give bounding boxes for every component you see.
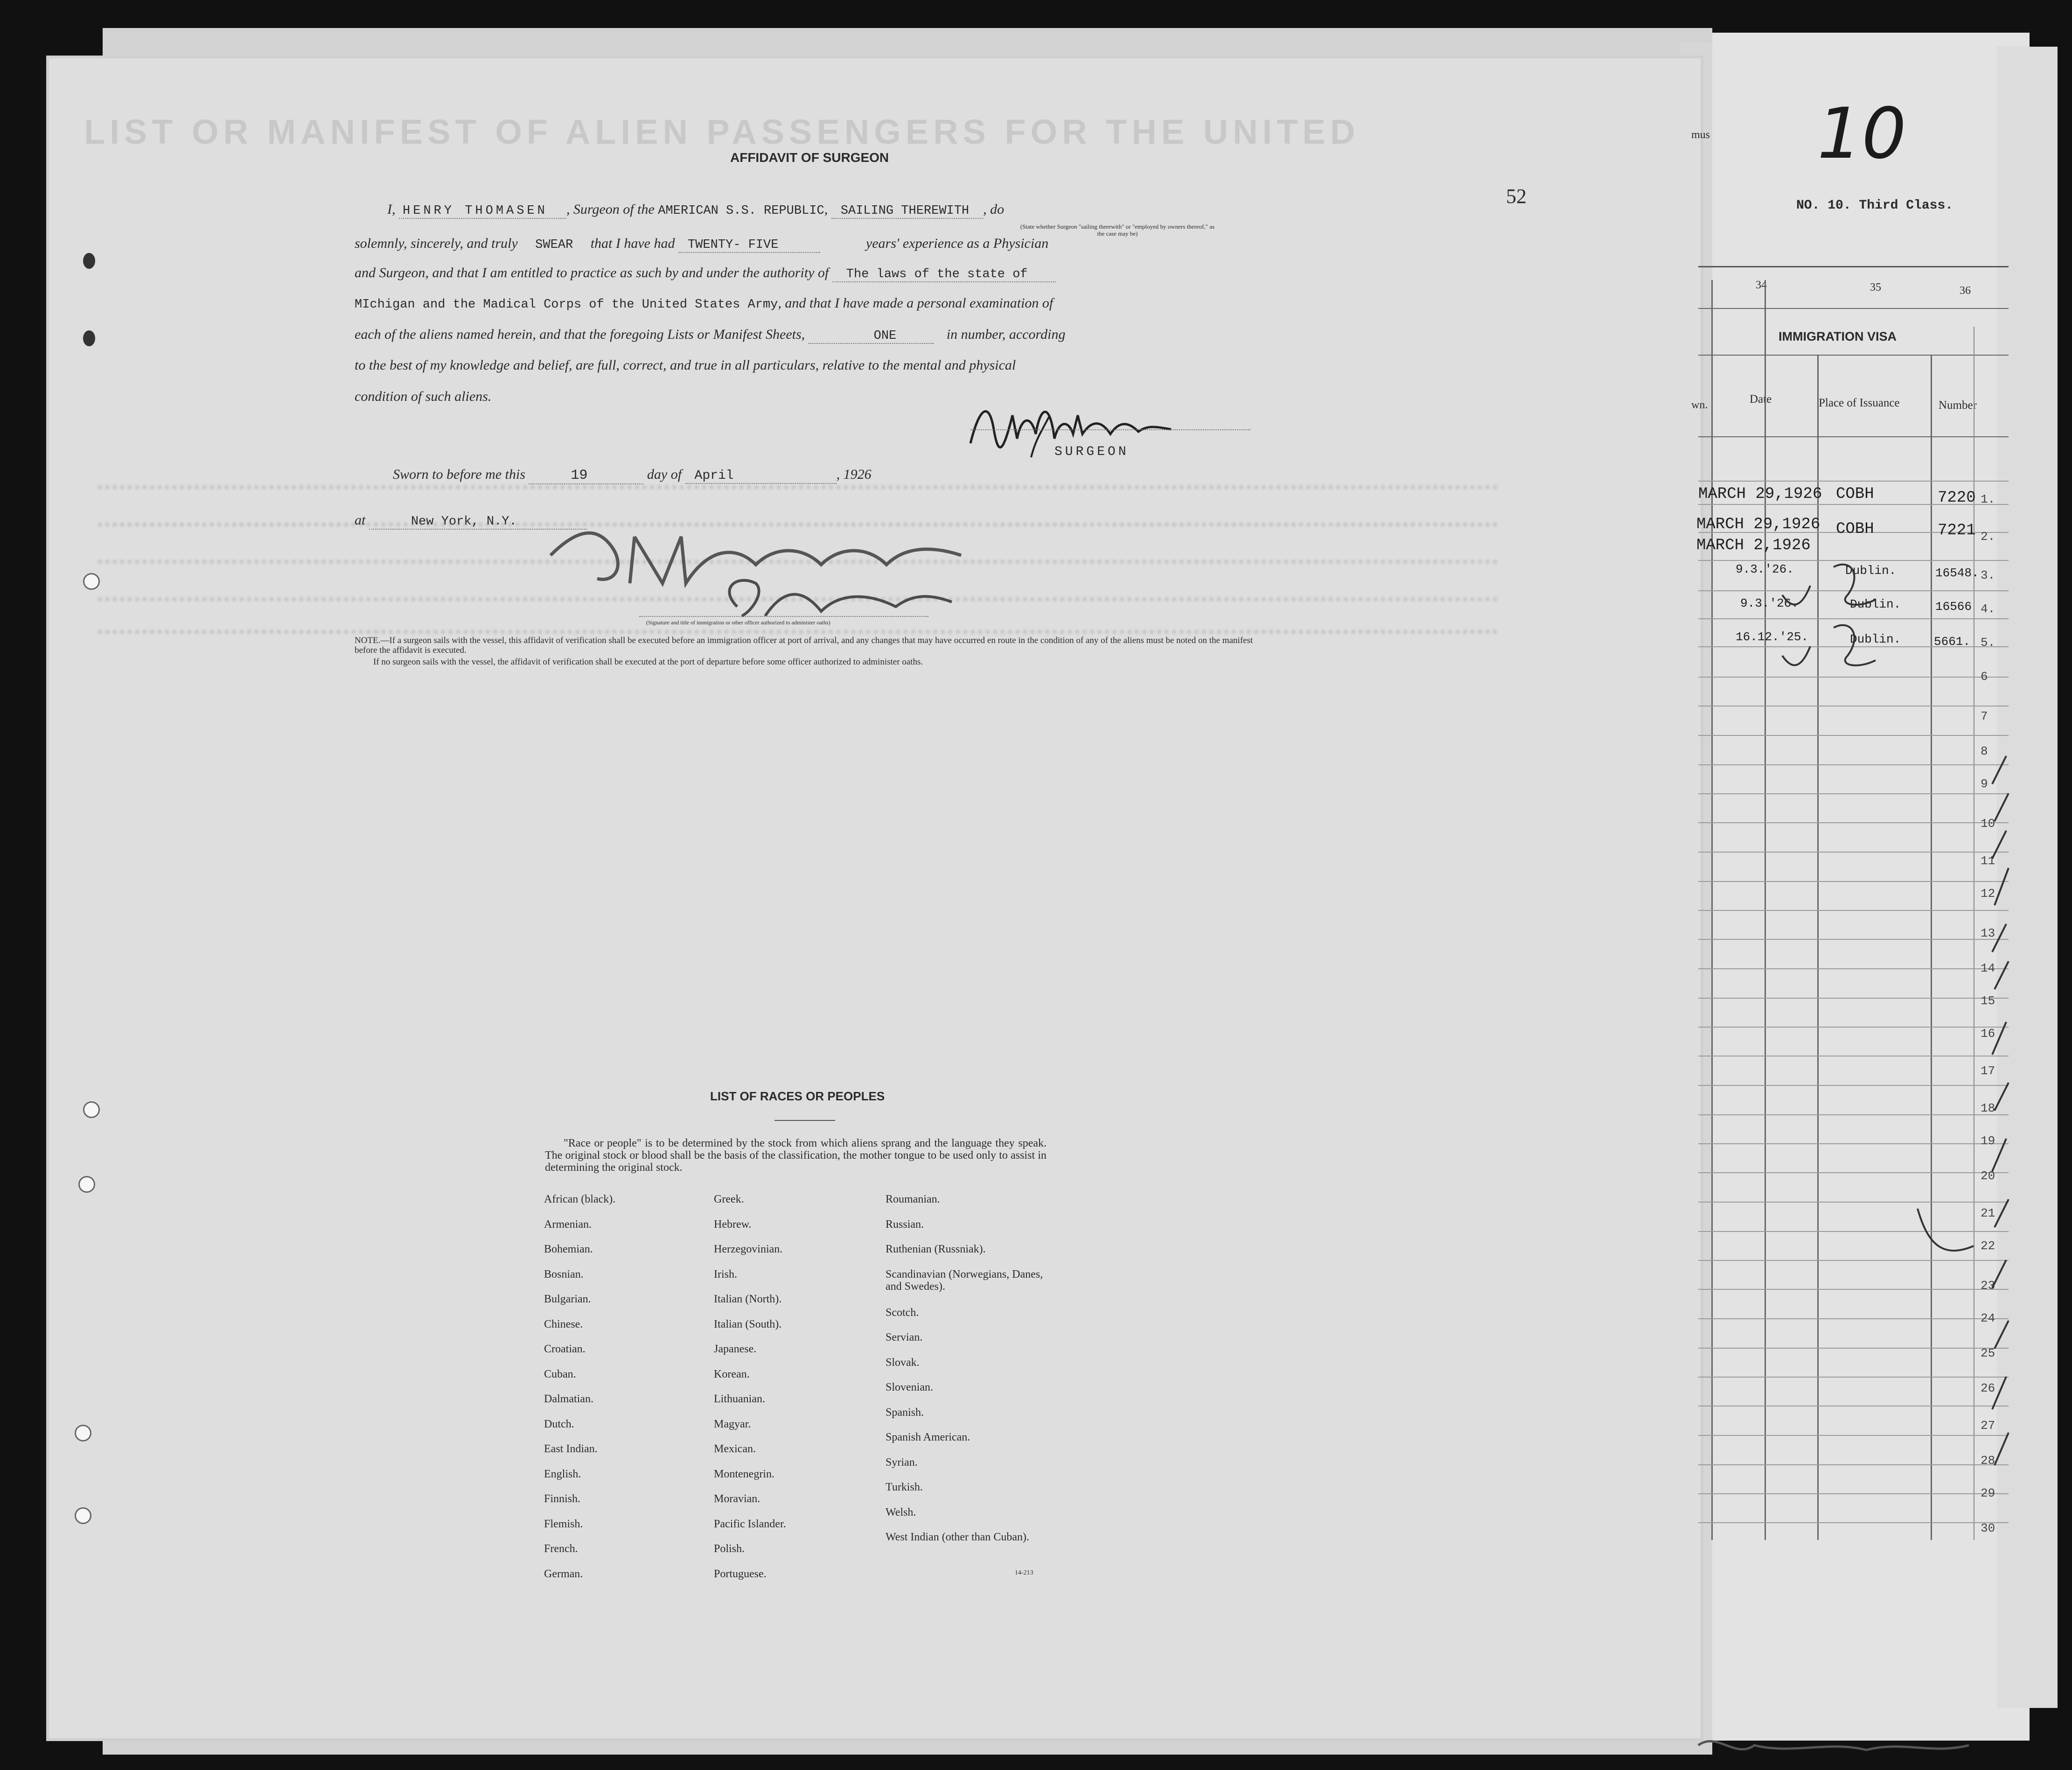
race-item: Bosnian. — [544, 1268, 584, 1280]
race-item: Scandinavian (Norwegians, Danes, and Swedes). — [886, 1268, 1043, 1293]
race-item: Hebrew. — [714, 1218, 752, 1231]
race-item: Bulgarian. — [544, 1293, 591, 1305]
races-column-3 — [886, 1193, 1046, 1559]
row-number: 3. — [1981, 568, 1995, 582]
visa-place: Dublin. — [1845, 564, 1897, 578]
races-intro: "Race or people" is to be determined by the stock from which aliens sprang and the language they speak. The original stock or blood shall be the basis of the classification, the mother tongue to be used only to assist in determining the original stock. — [545, 1137, 1046, 1174]
at-label: at — [355, 512, 366, 528]
row-number: 30 — [1981, 1521, 1995, 1535]
surgeon-name: HENRY THOMASEN — [399, 204, 566, 219]
race-item: Slovak. — [886, 1356, 920, 1369]
race-item: Finnish. — [544, 1493, 581, 1505]
row-number: 4. — [1981, 602, 1995, 616]
race-item: Bohemian. — [544, 1243, 593, 1255]
row-number: 29 — [1981, 1486, 1995, 1500]
row-number: 26 — [1981, 1381, 1995, 1395]
affidavit-text: I, — [387, 202, 396, 217]
row-number: 16 — [1981, 1027, 1995, 1041]
visa-place: COBH — [1836, 520, 1874, 538]
affidavit-text: , Surgeon of the — [566, 202, 655, 217]
race-item: Lithuanian. — [714, 1393, 765, 1405]
table-rule — [1698, 355, 2009, 356]
race-item: Dalmatian. — [544, 1393, 593, 1405]
affidavit-title: AFFIDAVIT OF SURGEON — [730, 150, 889, 165]
visa-date: MARCH 29,1926 — [1698, 485, 1822, 503]
row-number: 9 — [1981, 777, 1988, 791]
race-item: East Indian. — [544, 1443, 598, 1455]
table-rule — [1698, 436, 2009, 437]
binder-hole — [83, 253, 95, 269]
row-number: 2. — [1981, 530, 1995, 544]
race-item: English. — [544, 1468, 581, 1480]
officer-caption: (Signature and title of immigration or other officer authorized to administer oaths) — [646, 619, 830, 626]
row-number: 20 — [1981, 1169, 1995, 1183]
punch-hole — [83, 1101, 100, 1118]
races-title: LIST OF RACES OR PEOPLES — [710, 1089, 885, 1103]
table-rule — [1698, 308, 2009, 309]
visa-date: 16.12.'25. — [1736, 630, 1809, 644]
race-item: Japanese. — [714, 1343, 757, 1355]
affidavit-note-1: NOTE.—If a surgeon sails with the vessel, this affidavit of verification shall be executed before an immigration officer at port of arrival, and any changes that may have occurred en route in the condition of any of the aliens must be noted on the manifest before the affidavit is executed. — [355, 636, 1253, 655]
affidavit-text: that I have had — [590, 236, 675, 251]
visa-place: COBH — [1836, 485, 1874, 503]
row-number: 21 — [1981, 1206, 1995, 1220]
col-number: 34 — [1756, 279, 1767, 291]
race-item: Irish. — [714, 1268, 737, 1280]
sheets-count: ONE — [809, 329, 934, 344]
visa-number: 5661. — [1934, 635, 1971, 649]
col-header-place: Place of Issuance — [1819, 397, 1900, 409]
row-number: 5. — [1981, 636, 1995, 650]
row-number: 11 — [1981, 854, 1995, 868]
row-number: 18 — [1981, 1101, 1995, 1115]
visa-number: 16548. — [1935, 566, 1979, 580]
officer-signature-line — [639, 616, 928, 617]
visa-date: 9.3.'26. — [1740, 596, 1799, 610]
visa-number: 7221 — [1938, 522, 1976, 539]
col-number: 35 — [1870, 281, 1881, 294]
row-number: 7 — [1981, 709, 1988, 723]
sworn-place: New York, N.Y. — [369, 515, 587, 530]
bottom-edge-scribble — [1689, 1727, 1978, 1764]
authority-1: The laws of the state of — [832, 267, 1056, 282]
row-rule — [1698, 481, 2009, 482]
visa-date: 9.3.'26. — [1736, 562, 1794, 576]
sworn-day: 19 — [529, 468, 643, 484]
race-item: Servian. — [886, 1331, 923, 1343]
race-item: Korean. — [714, 1368, 750, 1380]
race-item: Slovenian. — [886, 1381, 933, 1393]
sworn-year: , 1926 — [836, 467, 872, 482]
affidavit-line-6: to the best of my knowledge and belief, are full, correct, and true in all particulars, relative to the mental and physical — [355, 357, 1016, 373]
row-number: 23 — [1981, 1279, 1995, 1293]
signature-line — [970, 429, 1250, 430]
sailing-note: (State whether Surgeon "sailing therewith" or "employed by owners thereof," as the case may be) — [1020, 223, 1215, 237]
affidavit-text: years' experience as a Physician — [865, 236, 1049, 251]
race-item: Mexican. — [714, 1443, 756, 1455]
race-item: Cuban. — [544, 1368, 576, 1380]
race-item: African (black). — [544, 1193, 616, 1205]
row-number: 15 — [1981, 994, 1995, 1008]
punch-hole — [83, 573, 100, 590]
handwritten-sheet-number: 10 — [1817, 93, 1906, 175]
row-number: 28 — [1981, 1454, 1995, 1468]
affidavit-line-7: condition of such aliens. — [355, 389, 492, 404]
row-number: 12 — [1981, 887, 1995, 901]
sworn-line — [393, 467, 872, 483]
handwritten-pen-mark — [1913, 1204, 1988, 1269]
row-number: 1. — [1981, 492, 1995, 506]
visa-number: 7220 — [1938, 489, 1976, 507]
race-item: Greek. — [714, 1193, 744, 1205]
class-label: NO. 10. Third Class. — [1796, 198, 1953, 213]
row-number: 22 — [1981, 1239, 1995, 1253]
race-item: Moravian. — [714, 1493, 760, 1505]
race-item: Russian. — [886, 1218, 924, 1231]
binder-hole — [83, 330, 95, 346]
race-item: Dutch. — [544, 1418, 574, 1430]
years-experience: TWENTY- FIVE — [678, 238, 820, 253]
row-number: 17 — [1981, 1064, 1995, 1078]
sworn-text: Sworn to before me this — [393, 467, 525, 482]
surgeon-label: SURGEON — [1054, 445, 1129, 459]
races-title-rule — [774, 1120, 835, 1121]
row-number: 24 — [1981, 1311, 1995, 1325]
punch-hole — [78, 1176, 95, 1193]
left-fragment: wn. — [1691, 399, 1708, 411]
affidavit-line-5 — [355, 327, 1065, 343]
page-number: 52 — [1506, 185, 1527, 208]
races-column-1 — [544, 1193, 698, 1593]
row-number: 13 — [1981, 926, 1995, 940]
race-item: Polish. — [714, 1543, 745, 1555]
swear-word: SWEAR — [535, 238, 573, 252]
row-number: 25 — [1981, 1346, 1995, 1360]
visa-date: MARCH 29,1926 — [1696, 516, 1821, 533]
affidavit-note-2: If no surgeon sails with the vessel, the affidavit of verification shall be executed at the port of departure before some officer authorized to administer oaths. — [373, 657, 923, 667]
row-number: 10 — [1981, 817, 1995, 831]
affidavit-text: in number, according — [946, 327, 1066, 342]
col-header-number: Number — [1939, 399, 1977, 412]
visa-place: Dublin. — [1850, 632, 1901, 646]
sworn-text: day of — [647, 467, 682, 482]
race-item: Montenegrin. — [714, 1468, 774, 1480]
affidavit-text: , do — [983, 202, 1005, 217]
race-item: Ruthenian (Russniak). — [886, 1243, 986, 1255]
race-item: Italian (North). — [714, 1293, 782, 1305]
race-item: Pacific Islander. — [714, 1518, 786, 1530]
visa-place: Dublin. — [1850, 597, 1901, 611]
row-number: 27 — [1981, 1419, 1995, 1433]
affidavit-text: , and that I have made a personal examination of — [778, 295, 1053, 311]
col-header-date: Date — [1750, 393, 1772, 406]
race-item: Flemish. — [544, 1518, 583, 1530]
row-number: 6 — [1981, 670, 1988, 684]
affidavit-text: and Surgeon, and that I am entitled to practice as such by and under the authority of — [355, 265, 829, 280]
handwritten-tick-column — [1950, 663, 2020, 1526]
handwritten-check-marks — [1764, 544, 1904, 674]
affidavit-line-1: I, HENRY THOMASEN , Surgeon of the AMERICAN S.S. REPUBLIC, SAILING THEREWITH , do — [387, 202, 1005, 218]
race-item: Croatian. — [544, 1343, 586, 1355]
table-top-rule — [1698, 266, 2009, 267]
race-item: Spanish. — [886, 1406, 924, 1419]
punch-hole — [75, 1425, 91, 1441]
authority-2: MIchigan and the Madical Corps of the United States Army — [355, 298, 778, 312]
races-column-2 — [714, 1193, 868, 1593]
race-item: Turkish. — [886, 1481, 923, 1493]
race-item: Magyar. — [714, 1418, 751, 1430]
race-item: Herzegovinian. — [714, 1243, 783, 1255]
race-item: Roumanian. — [886, 1193, 940, 1205]
affidavit-line-3 — [355, 265, 1056, 281]
race-item: Portuguese. — [714, 1567, 767, 1580]
vessel-name: AMERICAN S.S. REPUBLIC — [658, 204, 824, 218]
race-item: Italian (South). — [714, 1318, 782, 1330]
affidavit-line-2 — [355, 236, 1048, 252]
visa-date: MARCH 2,1926 — [1696, 537, 1811, 554]
race-item: Scotch. — [886, 1306, 919, 1319]
row-number: 19 — [1981, 1134, 1995, 1148]
bleed-through-header: LIST OR MANIFEST OF ALIEN PASSENGERS FOR THE UNITED — [84, 112, 1360, 151]
race-item: German. — [544, 1567, 583, 1580]
col-number: 36 — [1960, 285, 1971, 297]
visa-number: 16566 — [1935, 600, 1972, 614]
sailing-status: SAILING THEREWITH — [831, 204, 983, 219]
race-item: Syrian. — [886, 1456, 918, 1469]
visa-section-title: IMMIGRATION VISA — [1779, 329, 1897, 343]
punch-hole — [75, 1507, 91, 1524]
race-item: French. — [544, 1543, 578, 1555]
race-item: Welsh. — [886, 1506, 916, 1518]
row-number: 14 — [1981, 961, 1995, 975]
form-code: 14-213 — [1015, 1569, 1033, 1576]
affidavit-line-4 — [355, 295, 1053, 312]
sworn-month: April — [685, 469, 837, 484]
race-item: Spanish American. — [886, 1431, 970, 1443]
affidavit-text: solemnly, sincerely, and truly — [355, 236, 518, 251]
race-item: Chinese. — [544, 1318, 583, 1330]
race-item: Armenian. — [544, 1218, 592, 1231]
race-item: West Indian (other than Cuban). — [886, 1531, 1029, 1543]
affidavit-text: each of the aliens named herein, and that the foregoing Lists or Manifest Sheets, — [355, 327, 805, 342]
header-fragment: mus — [1691, 129, 1710, 141]
row-number: 8 — [1981, 744, 1988, 758]
